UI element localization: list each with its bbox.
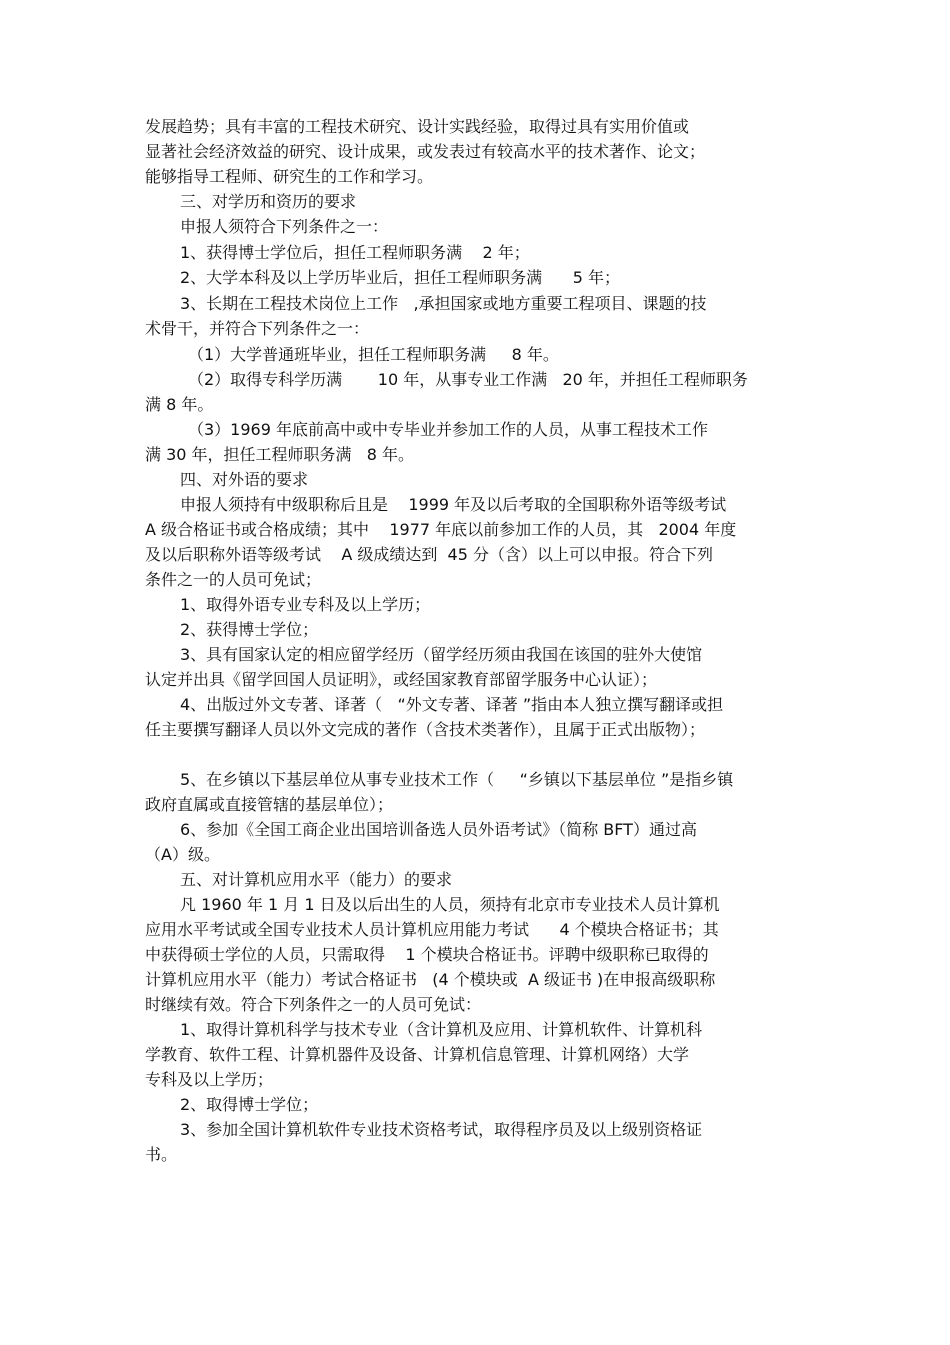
text-line: 书。	[145, 1145, 178, 1164]
text-line: 时继续有效。符合下列条件之一的人员可免试：	[145, 995, 482, 1014]
sub-item: （3）1969 年底前高中或中专毕业并参加工作的人员，从事工程技术工作	[188, 420, 708, 439]
text-line: 专科及以上学历；	[145, 1070, 274, 1089]
text-line: 及以后职称外语等级考试 A 级成绩达到 45 分（含）以上可以申报。符合下列	[145, 545, 713, 564]
list-item: 2、大学本科及以上学历毕业后，担任工程师职务满 5 年；	[180, 268, 620, 287]
list-item: 3、参加全国计算机软件专业技术资格考试，取得程序员及以上级别资格证	[180, 1120, 703, 1139]
text-line: 认定并出具《留学回国人员证明》，或经国家教育部留学服务中心认证）；	[145, 670, 658, 689]
sub-item: （2）取得专科学历满 10 年，从事专业工作满 20 年，并担任工程师职务	[188, 370, 748, 389]
text-line: 凡 1960 年 1 月 1 日及以后出生的人员，须持有北京市专业技术人员计算机	[180, 895, 720, 914]
text-line: 计算机应用水平（能力）考试合格证书 (4 个模块或 A 级证书 )在申报高级职称	[145, 970, 716, 989]
text-line: 显著社会经济效益的研究、设计成果，或发表过有较高水平的技术著作、论文；	[145, 142, 706, 161]
list-item: 6、参加《全国工商企业出国培训备选人员外语考试》（简称 BFT）通过高	[180, 820, 697, 839]
text-line: 满 30 年，担任工程师职务满 8 年。	[145, 445, 415, 464]
text-line: 能够指导工程师、研究生的工作和学习。	[145, 167, 434, 186]
list-item: 2、取得博士学位；	[180, 1095, 319, 1114]
text-line: 发展趋势；具有丰富的工程技术研究、设计实践经验，取得过具有实用价值或	[145, 117, 690, 136]
section-heading: 四、对外语的要求	[180, 470, 309, 489]
text-line: 应用水平考试或全国专业技术人员计算机应用能力考试 4 个模块合格证书；其	[145, 920, 719, 939]
text-line: 任主要撰写翻译人员以外文完成的著作（含技术类著作），且属于正式出版物）；	[145, 720, 706, 739]
text-line: 学教育、软件工程、计算机器件及设备、计算机信息管理、计算机网络）大学	[145, 1045, 690, 1064]
list-item: 1、取得外语专业专科及以上学历；	[180, 595, 431, 614]
list-item: 1、取得计算机科学与技术专业（含计算机及应用、计算机软件、计算机科	[180, 1020, 703, 1039]
text-line: 满 8 年。	[145, 395, 214, 414]
text-line: 申报人须符合下列条件之一：	[180, 217, 389, 236]
list-item: 4、出版过外文专著、译著（ “外文专著、译著 ”指由本人独立撰写翻译或担	[180, 695, 724, 714]
text-line: 中获得硕士学位的人员，只需取得 1 个模块合格证书。评聘中级职称已取得的	[145, 945, 709, 964]
text-line: 术骨干，并符合下列条件之一：	[145, 319, 370, 338]
list-item: 3、具有国家认定的相应留学经历（留学经历须由我国在该国的驻外大使馆	[180, 645, 703, 664]
text-line: （A）级。	[145, 845, 220, 864]
list-item: 3、长期在工程技术岗位上工作 ,承担国家或地方重要工程项目、课题的技	[180, 294, 707, 313]
list-item: 5、在乡镇以下基层单位从事专业技术工作（ “乡镇以下基层单位 ”是指乡镇	[180, 770, 734, 789]
sub-item: （1）大学普通班毕业，担任工程师职务满 8 年。	[188, 345, 559, 364]
section-heading: 三、对学历和资历的要求	[180, 192, 357, 211]
list-item: 2、获得博士学位；	[180, 620, 319, 639]
text-line: 申报人须持有中级职称后且是 1999 年及以后考取的全国职称外语等级考试	[180, 495, 727, 514]
list-item: 1、获得博士学位后，担任工程师职务满 2 年；	[180, 243, 530, 262]
text-line: 条件之一的人员可免试；	[145, 570, 322, 589]
section-heading: 五、对计算机应用水平（能力）的要求	[180, 870, 453, 889]
text-line: 政府直属或直接管辖的基层单位）；	[145, 795, 394, 814]
text-line: A 级合格证书或合格成绩；其中 1977 年底以前参加工作的人员，其 2004 年度	[145, 520, 737, 539]
